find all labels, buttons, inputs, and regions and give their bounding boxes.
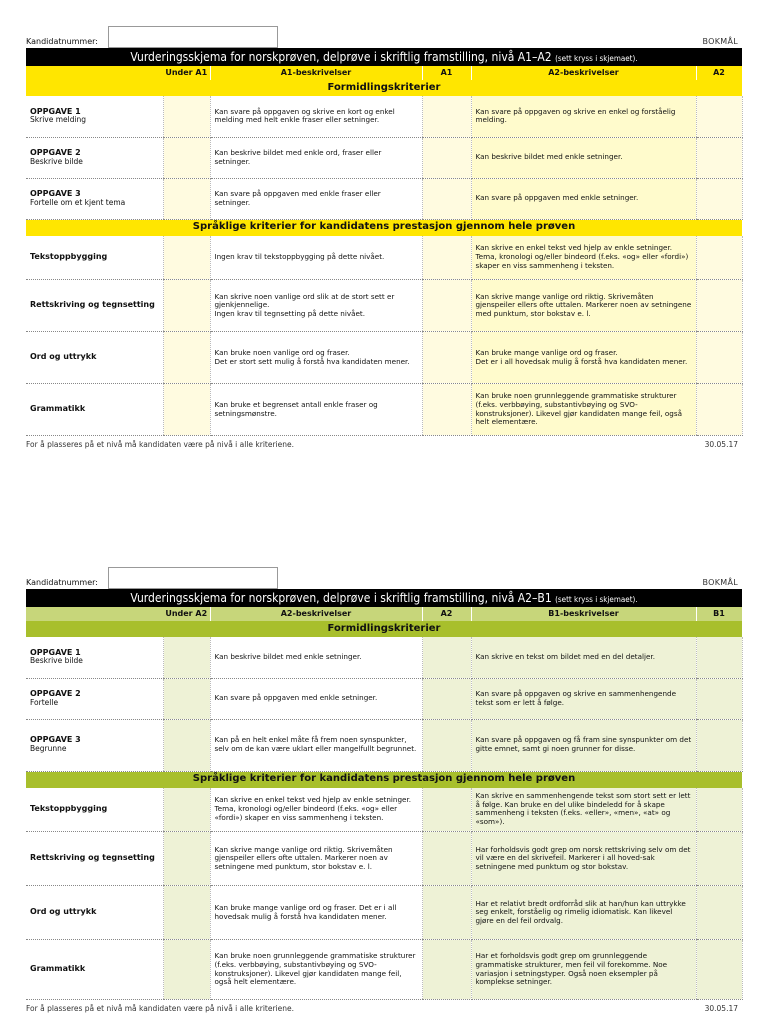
level2-description: Kan svare på oppgaven med enkle setninger.	[471, 178, 696, 219]
criterion-row	[26, 332, 742, 384]
candidate-number-field[interactable]	[108, 567, 278, 589]
checkbox-level1[interactable]	[422, 719, 471, 771]
checkbox-level1[interactable]	[422, 637, 471, 678]
task-row	[26, 137, 742, 178]
task-title: OPPGAVE 1	[30, 647, 81, 657]
task-subtitle: Fortelle	[30, 697, 59, 707]
assessment-form-1	[26, 26, 742, 450]
checkbox-level2[interactable]	[696, 886, 742, 940]
criterion-row	[26, 384, 742, 436]
task-label	[26, 637, 163, 678]
criterion-name: Ord og uttrykk	[26, 886, 163, 940]
task-row	[26, 178, 742, 219]
criteria-table	[26, 66, 743, 436]
level1-description: Kan svare på oppgaven og skrive en kort og enkel melding med helt enkle fraser eller setninger.	[210, 96, 422, 137]
checkbox-level2[interactable]	[696, 832, 742, 886]
level1-description: Kan bruke noen vanlige ord og fraser. Det er stort sett mulig å forstå hva kandidaten mener.	[210, 332, 422, 384]
level1-description: Kan beskrive bildet med enkle setninger.	[210, 637, 422, 678]
checkbox-below[interactable]	[163, 637, 210, 678]
task-row	[26, 719, 742, 771]
criterion-row	[26, 940, 742, 1000]
level2-description: Kan skrive mange vanlige ord riktig. Skrivemåten gjenspeiler ellers ofte uttalen. Markerer noen av setningene med punktum, stor bokstav e. l.	[471, 280, 696, 332]
level2-description: Kan svare på oppgaven og få fram sine synspunkter om det gitte emnet, samt gi noen grunner for disse.	[471, 719, 696, 771]
task-subtitle: Fortelle om et kjent tema	[30, 197, 126, 207]
criterion-row	[26, 788, 742, 832]
header-row	[26, 66, 742, 80]
column-header: A2-beskrivelser	[471, 66, 696, 80]
level1-description: Kan bruke mange vanlige ord og fraser. Det er i all hovedsak mulig å forstå hva kandidaten mener.	[210, 886, 422, 940]
criterion-name: Grammatikk	[26, 384, 163, 436]
task-label	[26, 719, 163, 771]
task-subtitle: Skrive melding	[30, 115, 87, 125]
level1-description: Kan bruke et begrenset antall enkle fraser og setningsmønstre.	[210, 384, 422, 436]
checkbox-level2[interactable]	[696, 678, 742, 719]
criterion-name: Rettskriving og tegnsetting	[26, 832, 163, 886]
checkbox-level2[interactable]	[696, 940, 742, 1000]
candidate-number-label: Kandidatnummer:	[26, 578, 98, 587]
column-header: A2	[422, 607, 471, 621]
checkbox-level1[interactable]	[422, 832, 471, 886]
footer-note: For å plasseres på et nivå må kandidaten være på nivå i alle kriteriene.	[26, 440, 294, 449]
checkbox-level2[interactable]	[696, 280, 742, 332]
column-header: Under A1	[163, 66, 210, 80]
task-subtitle: Beskrive bilde	[30, 156, 83, 166]
section-header	[26, 771, 742, 788]
criterion-name: Grammatikk	[26, 940, 163, 1000]
checkbox-below[interactable]	[163, 280, 210, 332]
section-header	[26, 621, 742, 637]
footer-date: 30.05.17	[704, 1004, 738, 1013]
criterion-name: Tekstoppbygging	[26, 788, 163, 832]
checkbox-level1[interactable]	[422, 178, 471, 219]
checkbox-level2[interactable]	[696, 236, 742, 280]
task-label	[26, 178, 163, 219]
footer-date: 30.05.17	[704, 440, 738, 449]
column-header: A1	[422, 66, 471, 80]
task-row	[26, 678, 742, 719]
checkbox-level1[interactable]	[422, 137, 471, 178]
checkbox-level2[interactable]	[696, 384, 742, 436]
task-title: OPPGAVE 2	[30, 147, 81, 157]
checkbox-below[interactable]	[163, 137, 210, 178]
level2-description: Kan skrive en sammenhengende tekst som stort sett er lett å følge. Kan bruke en del ulike bindeledd for å skape sammenheng i teksten (f.eks. «eller», «men», «at» og «som»).	[471, 788, 696, 832]
form-footer	[26, 436, 742, 450]
checkbox-level1[interactable]	[422, 886, 471, 940]
column-header: B1-beskrivelser	[471, 607, 696, 621]
checkbox-below[interactable]	[163, 719, 210, 771]
checkbox-below[interactable]	[163, 178, 210, 219]
level1-description: Kan skrive en enkel tekst ved hjelp av enkle setninger. Tema, kronologi og/eller bindeord (f.eks. «og» eller «fordi») skaper en viss sammenheng i teksten.	[210, 788, 422, 832]
task-title: OPPGAVE 3	[30, 188, 81, 198]
criterion-name: Rettskriving og tegnsetting	[26, 280, 163, 332]
level1-description: Kan bruke noen grunnleggende grammatiske strukturer (f.eks. verbbøying, substantivbøying og SVO-konstruksjoner). Likevel gjør kandidaten mange feil, også helt elementære.	[210, 940, 422, 1000]
task-title: OPPGAVE 3	[30, 735, 81, 745]
level2-description: Har et forholdsvis godt grep om grunnleggende grammatiske strukturer, men feil vil forekomme. Noe variasjon i setningstyper. Også noen eksempler på komplekse setninger.	[471, 940, 696, 1000]
task-title: OPPGAVE 2	[30, 688, 81, 698]
column-header: B1	[696, 607, 742, 621]
form-title-note: (sett kryss i skjemaet).	[555, 595, 638, 604]
checkbox-level1[interactable]	[422, 236, 471, 280]
level1-description: Kan svare på oppgaven med enkle fraser eller setninger.	[210, 178, 422, 219]
form-title-note: (sett kryss i skjemaet).	[555, 54, 638, 63]
checkbox-level1[interactable]	[422, 678, 471, 719]
checkbox-level1[interactable]	[422, 280, 471, 332]
checkbox-level1[interactable]	[422, 384, 471, 436]
checkbox-below[interactable]	[163, 832, 210, 886]
section-header	[26, 80, 742, 96]
criterion-row	[26, 280, 742, 332]
task-subtitle: Beskrive bilde	[30, 656, 83, 666]
checkbox-below[interactable]	[163, 788, 210, 832]
checkbox-level2[interactable]	[696, 332, 742, 384]
level1-description: Kan skrive noen vanlige ord slik at de stort sett er gjenkjennelige. Ingen krav til tegnsetting på dette nivået.	[210, 280, 422, 332]
header-row	[26, 607, 742, 621]
checkbox-below[interactable]	[163, 940, 210, 1000]
task-label	[26, 96, 163, 137]
candidate-row	[26, 26, 742, 48]
checkbox-level1[interactable]	[422, 788, 471, 832]
task-title: OPPGAVE 1	[30, 106, 81, 116]
level2-description: Kan skrive en tekst om bildet med en del detaljer.	[471, 637, 696, 678]
checkbox-level2[interactable]	[696, 178, 742, 219]
assessment-form-2	[26, 567, 742, 1014]
checkbox-below[interactable]	[163, 96, 210, 137]
footer-note: For å plasseres på et nivå må kandidaten være på nivå i alle kriteriene.	[26, 1004, 294, 1013]
checkbox-level1[interactable]	[422, 96, 471, 137]
checkbox-level2[interactable]	[696, 137, 742, 178]
section-title: Språklige kriterier for kandidatens prestasjon gjennom hele prøven	[26, 771, 742, 788]
form-title-main: Vurderingsskjema for norskprøven, delprøve i skriftlig framstilling, nivå A2–B1	[130, 591, 552, 605]
task-label	[26, 678, 163, 719]
checkbox-below[interactable]	[163, 332, 210, 384]
section-header	[26, 219, 742, 236]
criterion-row	[26, 236, 742, 280]
level2-description: Kan beskrive bildet med enkle setninger.	[471, 137, 696, 178]
task-subtitle: Begrunne	[30, 744, 67, 753]
checkbox-below[interactable]	[163, 886, 210, 940]
level1-description: Kan beskrive bildet med enkle ord, fraser eller setninger.	[210, 137, 422, 178]
checkbox-level2[interactable]	[696, 788, 742, 832]
column-header: Under A2	[163, 607, 210, 621]
level2-description: Kan svare på oppgaven og skrive en enkel og forståelig melding.	[471, 96, 696, 137]
candidate-number-field[interactable]	[108, 26, 278, 48]
language-label: BOKMÅL	[702, 578, 738, 587]
checkbox-below[interactable]	[163, 236, 210, 280]
column-header: A2	[696, 66, 742, 80]
checkbox-level2[interactable]	[696, 719, 742, 771]
form-title	[26, 48, 742, 66]
checkbox-below[interactable]	[163, 384, 210, 436]
column-header: A1-beskrivelser	[210, 66, 422, 80]
section-title: Språklige kriterier for kandidatens prestasjon gjennom hele prøven	[26, 219, 742, 236]
level1-description: Kan svare på oppgaven med enkle setninger.	[210, 678, 422, 719]
candidate-number-label: Kandidatnummer:	[26, 37, 98, 46]
checkbox-level2[interactable]	[696, 96, 742, 137]
form-title	[26, 589, 742, 607]
column-header: A2-beskrivelser	[210, 607, 422, 621]
section-title: Formidlingskriterier	[26, 621, 742, 637]
level1-description: Kan på en helt enkel måte få frem noen synspunkter, selv om de kan være uklart eller mangelfullt begrunnet.	[210, 719, 422, 771]
level2-description: Kan bruke noen grunnleggende grammatiske strukturer (f.eks. verbbøying, substantivbøying og SVO-konstruksjoner). Likevel gjør kandidaten mange feil, også helt elementære.	[471, 384, 696, 436]
form-title-main: Vurderingsskjema for norskprøven, delprøve i skriftlig framstilling, nivå A1–A2	[130, 50, 552, 64]
checkbox-level2[interactable]	[696, 637, 742, 678]
section-title: Formidlingskriterier	[26, 80, 742, 96]
checkbox-below[interactable]	[163, 678, 210, 719]
level2-description: Har et relativt bredt ordforråd slik at han/hun kan uttrykke seg enkelt, forståelig og rimelig idiomatisk. Kan likevel gjøre en del feil ordvalg.	[471, 886, 696, 940]
level2-description: Kan bruke mange vanlige ord og fraser. Det er i all hovedsak mulig å forstå hva kandidaten mener.	[471, 332, 696, 384]
criterion-row	[26, 886, 742, 940]
language-label: BOKMÅL	[702, 37, 738, 46]
checkbox-level1[interactable]	[422, 332, 471, 384]
criteria-table	[26, 607, 743, 1000]
task-row	[26, 96, 742, 137]
task-label	[26, 137, 163, 178]
candidate-row	[26, 567, 742, 589]
level2-description: Kan skrive en enkel tekst ved hjelp av enkle setninger. Tema, kronologi og/eller bindeord (f.eks. «og» eller «fordi») skaper en viss sammenheng i teksten.	[471, 236, 696, 280]
form-footer	[26, 1000, 742, 1014]
checkbox-level1[interactable]	[422, 940, 471, 1000]
criterion-row	[26, 832, 742, 886]
level2-description: Har forholdsvis godt grep om norsk rettskriving selv om det vil være en del skrivefeil. Markerer i all hoved-sak setningene med punktum og stor bokstav.	[471, 832, 696, 886]
task-row	[26, 637, 742, 678]
criterion-name: Ord og uttrykk	[26, 332, 163, 384]
level1-description: Kan skrive mange vanlige ord riktig. Skrivemåten gjenspeiler ellers ofte uttalen. Markerer noen av setningene med punktum, stor bokstav e. l.	[210, 832, 422, 886]
criterion-name: Tekstoppbygging	[26, 236, 163, 280]
level2-description: Kan svare på oppgaven og skrive en sammenhengende tekst som er lett å følge.	[471, 678, 696, 719]
level1-description: Ingen krav til tekstoppbygging på dette nivået.	[210, 236, 422, 280]
